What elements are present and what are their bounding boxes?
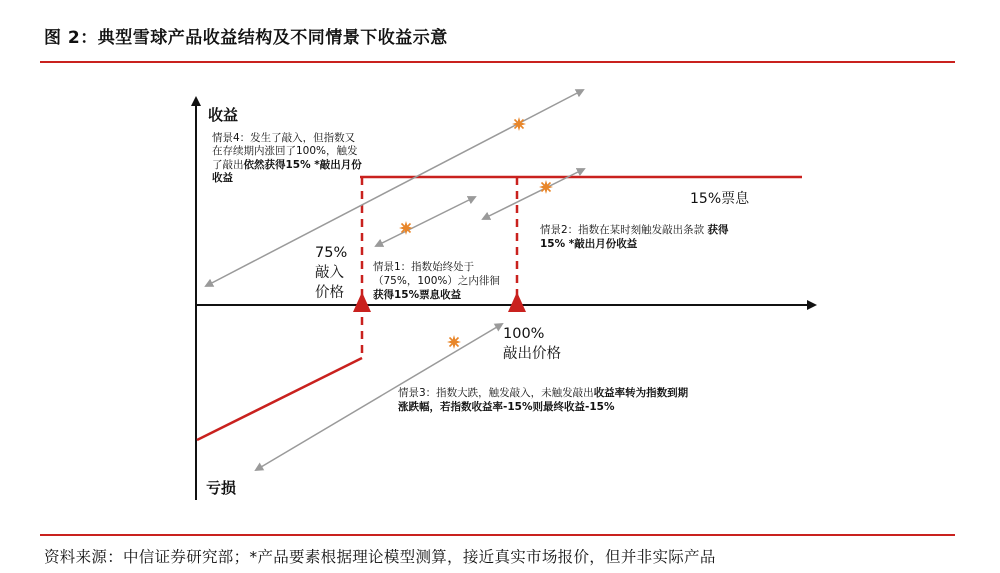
knock-in-label-line2: 价格: [315, 285, 344, 301]
knock-out-label: 敲出价格: [503, 346, 561, 362]
y-axis-bottom-label: 亏损: [206, 479, 237, 497]
knock-out-pct: 100%: [503, 326, 545, 342]
scenario4-line2: 在存续期内涨回了100%，触发: [212, 145, 358, 157]
star-icon: [512, 117, 526, 131]
scenario3-line2: 涨跌幅，若指数收益率-15%则最终收益-15%: [398, 401, 615, 413]
loss-payoff-line: [197, 358, 362, 440]
knock-in-marker: [353, 292, 371, 312]
scenario4-line4: 收益: [212, 172, 233, 184]
scenario1-arrow: [376, 197, 475, 246]
scenario1-line1: 情景1：指数始终处于: [373, 261, 475, 273]
knock-out-marker: [508, 292, 526, 312]
scenario1-line3: 获得15%票息收益: [373, 289, 462, 301]
star-icon: [447, 335, 461, 349]
scenario4-line1: 情景4：发生了敲入，但指数又: [212, 132, 356, 144]
knock-in-label-line1: 敲入: [315, 265, 344, 281]
scenario3-line1: 情景3：指数大跌，触发敲入，未触发敲出收益率转为指数到期: [398, 387, 689, 399]
bottom-divider: [40, 534, 955, 536]
scenario1-line2: （75%，100%）之内徘徊: [373, 275, 500, 287]
scenario4-arrow: [206, 90, 583, 286]
star-icon: [539, 180, 553, 194]
scenario4-line3: 了敲出依然获得15% *敲出月份: [212, 159, 362, 171]
coupon-label: 15%票息: [690, 191, 750, 207]
knock-in-pct: 75%: [315, 245, 348, 261]
scenario2-line2: 15% *敲出月份收益: [540, 238, 638, 250]
figure-title: 图 2：典型雪球产品收益结构及不同情景下收益示意: [44, 28, 448, 48]
source-note: 资料来源：中信证券研究部；*产品要素根据理论模型测算，接近真实市场报价，但并非实际产品: [44, 548, 716, 566]
scenario2-line1: 情景2：指数在某时刻触发敲出条款 获得: [540, 224, 729, 236]
y-axis-top-label: 收益: [208, 106, 239, 124]
